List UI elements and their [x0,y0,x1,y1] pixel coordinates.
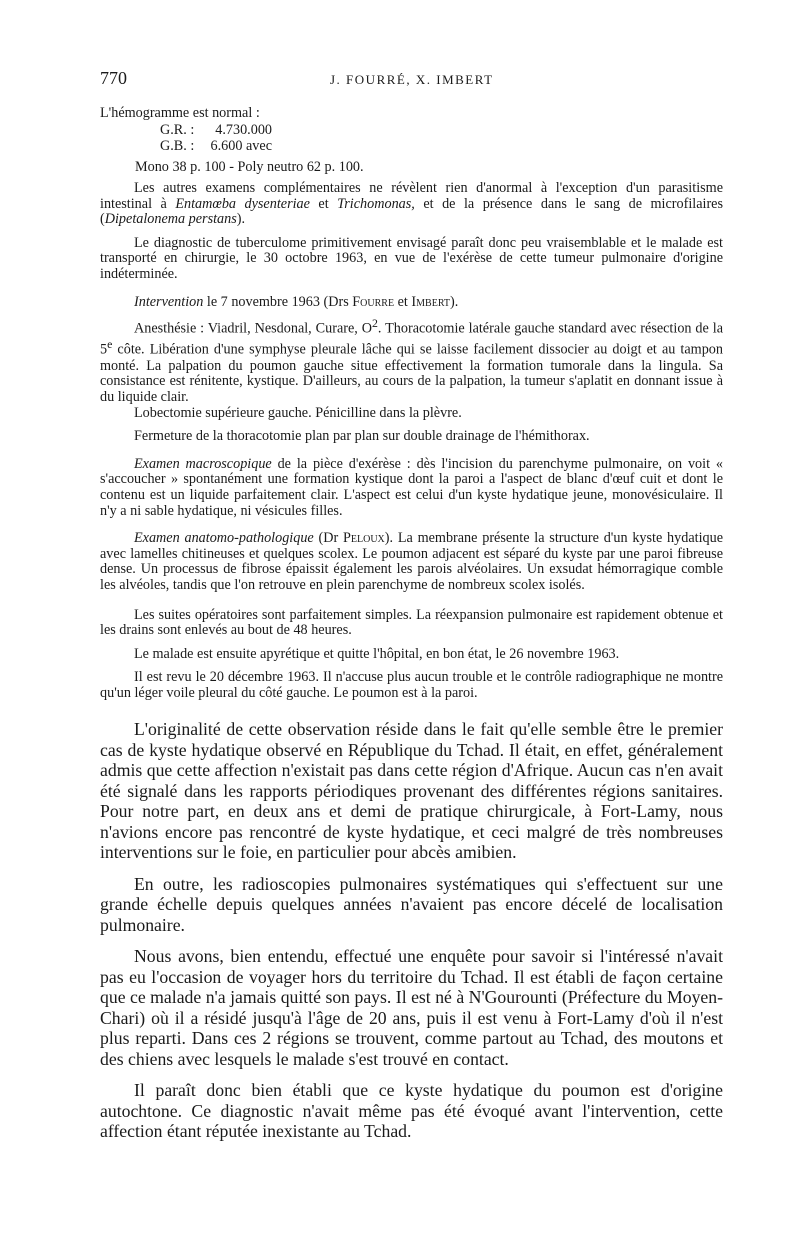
gb-label: G.B. : [160,138,195,154]
discussion-paragraph-4: Il paraît donc bien établi que ce kyste hydatique du poumon est d'origine autochtone. Ce diagnostic n'avait même pas été évoqué avant l'intervention, cette affection étant réputée inexistante au Tchad. [100,1080,723,1141]
case-report-block [100,181,723,702]
page-number: 770 [100,68,127,88]
hemogram-intro: L'hémogramme est normal : [100,105,260,121]
running-head: J. FOURRÉ, X. IMBERT [330,72,494,87]
pathology-paragraph: Examen anatomo-pathologique (Dr Peloux). La membrane présente la structure d'un kyste hydatique avec lamelles chitineuses et quelques scolex. Le poumon adjacent est séparé du kyste par une paroi fibreuse dense. Un processus de fibrose épaissit également les parois alvéolaires. Un exsudat hémorragique comble les alvéoles, tandis que l'on retrouve en plein parenchyme de nombreux scolex isolés. [100,530,724,593]
mono-line: Mono 38 p. 100 - Poly neutro 62 p. 100. [135,159,364,175]
postop-paragraph: Les suites opératoires sont parfaitement simples. La réexpansion pulmonaire est rapidement obtenue et les drains sont enlevés au bout de 48 heures. [100,606,723,639]
discussion-block [100,719,723,1142]
discharge-paragraph: Le malade est ensuite apyrétique et quitte l'hôpital, en bon état, le 26 novembre 1963. [134,645,620,662]
diagnostic-paragraph: Le diagnostic de tuberculome primitivement envisagé paraît donc peu vraisemblable et le malade est transporté en chirurgie, le 30 octobre 1963, en vue de l'exérèse de cette tumeur pulmonaire d'origine indéterminée. [100,234,723,282]
gr-value: 4.730.000 [215,122,272,138]
intervention-line: Intervention le 7 novembre 1963 (Drs Fourre et Imbert). [134,293,459,310]
closure-line: Fermeture de la thoracotomie plan par plan sur double drainage de l'hémithorax. [134,428,590,445]
lobectomy-line: Lobectomie supérieure gauche. Pénicilline dans la plèvre. [134,404,462,421]
discussion-paragraph-1: L'originalité de cette observation réside dans le fait qu'elle semble être le premier cas de kyste hydatique observé en République du Tchad. Il était, en effet, généralement admis que cette affection n'existait pas dans cette région d'Afrique. Aucun cas n'en avait été signalé dans les rapports périodiques provenant des différentes régions sanitaires. Pour notre part, en deux ans et demi de pratique chirurgicale, à Fort-Lamy, nous n'avions encore pas rencontré de kyste hydatique, et ceci malgré de très nombreuses interventions sur le foie, en particulier pour abcès amibien. [100,719,723,862]
gb-value: 6.600 avec [210,138,272,154]
followup-paragraph: Il est revu le 20 décembre 1963. Il n'accuse plus aucun trouble et le contrôle radiographique ne montre qu'un léger voile pleural du côté gauche. Le poumon est à la paroi. [100,669,723,701]
discussion-paragraph-2: En outre, les radioscopies pulmonaires systématiques qui s'effectuent sur une grande échelle depuis quelques années n'avaient pas encore décelé de localisation pulmonaire. [100,873,723,935]
gr-label: G.R. : [160,122,195,138]
macroscopic-paragraph: Examen macroscopique de la pièce d'exérèse : dès l'incision du parenchyme pulmonaire, on voit « s'accoucher » spontanément une formation kystique dont la paroi a l'aspect de blanc d'œuf cuit et dont le contenu est un liquide parfaitement clair. L'aspect est celui d'un kyste hydatique jeune, monovésiculaire. Il n'y a ni sable hydatique, ni vésicules filles. [100,455,723,519]
exams-paragraph: Les autres examens complémentaires ne révèlent rien d'anormal à l'exception d'un parasitisme intestinal à Entamœba dysenteriae et Trichomonas, et de la présence dans le sang de microfilaires (Dipetalonema perstans). [100,180,723,228]
anesthesia-paragraph: Anesthésie : Viadril, Nesdonal, Curare, $O^2$. Thoracotomie latérale gauche standard avec résection de la 5e côte. Libération d'une symphyse pleurale lâche qui se laisse facilement dissocier au doigt et au tampon monté. La palpation du poumon gauche situe effectivement la formation tumorale dans la lingula. Sa consistance est rénitente, kystique. D'ailleurs, au cours de la palpation, la tumeur s'aplatit en donnant issue à du liquide clair. [100,316,723,405]
discussion-paragraph-3: Nous avons, bien entendu, effectué une enquête pour savoir si l'intéressé n'avait pas eu l'occasion de voyager hors du territoire du Tchad. Il est établi de façon certaine que ce malade n'a jamais quitté son pays. Il est né à N'Gourounti (Préfecture du Moyen-Chari) où il a résidé jusqu'à l'âge de 20 ans, puis il est venu à Fort-Lamy d'où il n'est plus reparti. Dans ces 2 régions se trouvent, comme partout au Tchad, des moutons et des chiens avec lesquels le malade s'est trouvé en contact. [100,946,723,1069]
